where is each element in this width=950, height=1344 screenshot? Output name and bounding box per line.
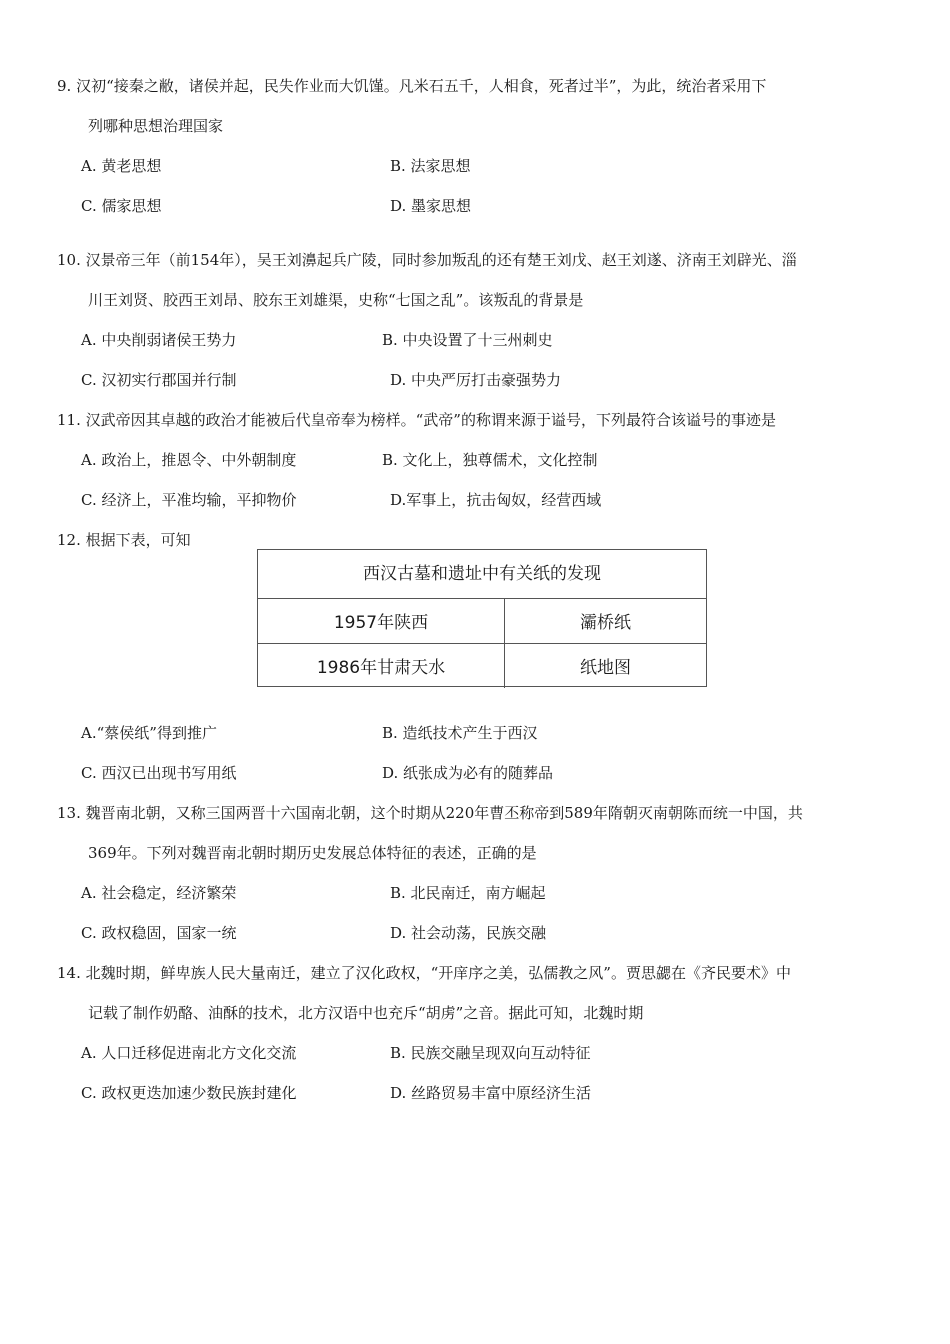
- question-14-stem-continued: 记载了制作奶酪、油酥的技术，北方汉语中也充斥“胡虏”之音。据此可知，北魏时期: [88, 1004, 644, 1022]
- question-12-stem: 12. 根据下表，可知: [57, 531, 191, 549]
- question-13-option-d[interactable]: D. 社会动荡，民族交融: [390, 924, 547, 942]
- table-cell-finding: 纸地图: [580, 658, 631, 678]
- question-10-option-a[interactable]: A. 中央削弱诸侯王势力: [81, 331, 237, 349]
- table-row: [258, 644, 706, 688]
- question-13-stem: 13. 魏晋南北朝，又称三国两晋十六国南北朝，这个时期从220年曹丕称帝到589年隋朝灭南朝陈而统一中国，共: [57, 804, 803, 822]
- table-caption: 西汉古墓和遗址中有关纸的发现: [258, 550, 706, 599]
- question-10-option-d[interactable]: D. 中央严厉打击豪强势力: [390, 371, 562, 389]
- question-12-option-a[interactable]: A.“蔡侯纸”得到推广: [81, 724, 217, 742]
- question-13-stem-continued: 369年。下列对魏晋南北朝时期历史发展总体特征的表述，正确的是: [88, 844, 537, 862]
- question-13-option-b[interactable]: B. 北民南迁，南方崛起: [390, 884, 546, 902]
- question-9-stem-continued: 列哪种思想治理国家: [88, 117, 224, 135]
- question-11-option-b[interactable]: B. 文化上，独尊儒术，文化控制: [382, 451, 598, 469]
- question-9-option-c[interactable]: C. 儒家思想: [81, 197, 162, 215]
- table-cell-year-place: 1986年甘肃天水: [258, 644, 505, 688]
- table-cell-year-place: 1957年陕西: [258, 599, 505, 643]
- question-14-option-a[interactable]: A. 人口迁移促进南北方文化交流: [81, 1044, 297, 1062]
- question-9-stem: 9. 汉初“接秦之敝，诸侯并起，民失作业而大饥馑。凡米石五千，人相食，死者过半”，为此，统治者采用下: [57, 77, 767, 95]
- question-14-option-c[interactable]: C. 政权更迭加速少数民族封建化: [81, 1084, 297, 1102]
- question-12-option-b[interactable]: B. 造纸技术产生于西汉: [382, 724, 538, 742]
- question-12-option-c[interactable]: C. 西汉已出现书写用纸: [81, 764, 237, 782]
- question-14-option-b[interactable]: B. 民族交融呈现双向互动特征: [390, 1044, 591, 1062]
- question-11-option-d[interactable]: D.军事上，抗击匈奴，经营西域: [390, 491, 602, 509]
- question-9-option-a[interactable]: A. 黄老思想: [81, 157, 162, 175]
- question-10-stem-continued: 川王刘贤、胶西王刘昂、胶东王刘雄渠，史称“七国之乱”。该叛乱的背景是: [88, 291, 584, 309]
- question-14-option-d[interactable]: D. 丝路贸易丰富中原经济生活: [390, 1084, 592, 1102]
- question-14-stem: 14. 北魏时期，鲜卑族人民大量南迁，建立了汉化政权，“开庠序之美，弘儒教之风”。贾思勰在《齐民要术》中: [57, 964, 791, 982]
- question-13-option-a[interactable]: A. 社会稳定，经济繁荣: [81, 884, 237, 902]
- question-13-option-c[interactable]: C. 政权稳固，国家一统: [81, 924, 237, 942]
- question-11-stem: 11. 汉武帝因其卓越的政治才能被后代皇帝奉为榜样。“武帝”的称谓来源于谥号，下列最符合该谥号的事迹是: [57, 411, 776, 429]
- question-10-stem: 10. 汉景帝三年（前154年），吴王刘濞起兵广陵，同时参加叛乱的还有楚王刘戊、赵王刘遂、济南王刘辟光、淄: [57, 251, 797, 269]
- question-10-option-b[interactable]: B. 中央设置了十三州刺史: [382, 331, 553, 349]
- question-11-option-c[interactable]: C. 经济上，平准均输，平抑物价: [81, 491, 297, 509]
- paper-findings-table: [257, 549, 707, 687]
- question-12-option-d[interactable]: D. 纸张成为必有的随葬品: [382, 764, 554, 782]
- table-cell-finding: 灞桥纸: [580, 613, 631, 633]
- question-9-option-b[interactable]: B. 法家思想: [390, 157, 471, 175]
- question-9-option-d[interactable]: D. 墨家思想: [390, 197, 472, 215]
- table-row: [258, 599, 706, 644]
- question-10-option-c[interactable]: C. 汉初实行郡国并行制: [81, 371, 237, 389]
- question-11-option-a[interactable]: A. 政治上，推恩令、中外朝制度: [81, 451, 297, 469]
